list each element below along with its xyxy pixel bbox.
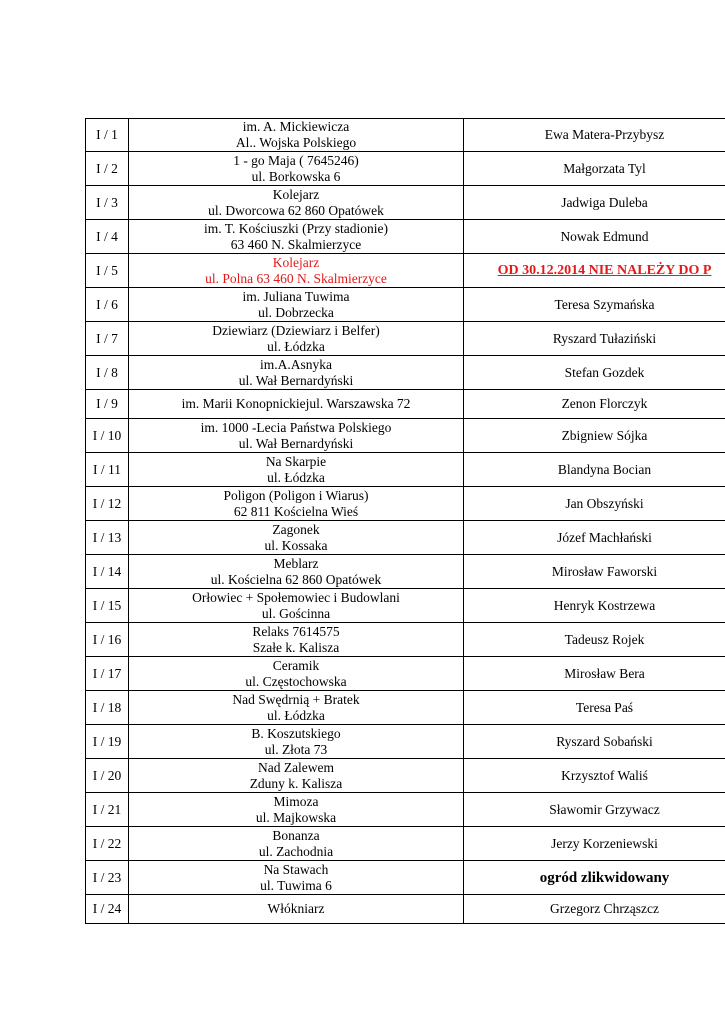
row-number: I / 5 [86,254,129,288]
row-number: I / 11 [86,453,129,487]
status-notice: OD 30.12.2014 NIE NALEŻY DO P [497,263,712,278]
garden-name-address [129,390,464,419]
row-number: I / 24 [86,895,129,924]
garden-name-address [129,521,464,555]
table-row [86,453,725,487]
garden-address: Al.. Wojska Polskiego [235,135,357,150]
garden-address: ul. Kościelna 62 860 Opatówek [210,571,382,587]
garden-address: ul. Polna 63 460 N. Skalmierzyce [205,270,387,286]
manager-name: Stefan Gozdek [464,356,725,390]
garden-address: ul. Borkowska 6 [251,168,341,184]
manager-name: Mirosław Bera [464,657,725,691]
garden-address: ul. Łódzka [267,707,325,723]
garden-name: Na Stawach [263,861,329,877]
table-row [86,623,725,657]
table-row [86,288,725,322]
manager-name: Mirosław Faworski [464,555,725,589]
table-row [86,119,725,152]
manager-name: Ryszard Sobański [464,725,725,759]
row-number: I / 17 [86,657,129,691]
garden-name-address [129,487,464,521]
garden-address: ul. Tuwima 6 [260,877,332,893]
table-row [86,220,725,254]
garden-name: Dziewiarz (Dziewiarz i Belfer) [212,322,380,338]
garden-name-address [129,623,464,657]
garden-name-address [129,152,464,186]
garden-name: Meblarz [273,555,319,571]
table-row [86,657,725,691]
garden-name-address [129,589,464,623]
garden-address: ul. Dobrzecka [258,304,334,320]
table-row [86,356,725,390]
table-row [86,725,725,759]
manager-name: Grzegorz Chrząszcz [464,895,725,924]
row-number: I / 4 [86,220,129,254]
garden-name: Orłowiec + Społemowiec i Budowlani [192,589,400,605]
table-row [86,861,725,895]
garden-address: ul. Częstochowska [245,673,347,689]
garden-name-address [129,186,464,220]
table-row [86,555,725,589]
table-row [86,521,725,555]
garden-address: Szałe k. Kalisza [252,639,340,655]
manager-name: Jerzy Korzeniewski [464,827,725,861]
row-number: I / 23 [86,861,129,895]
garden-name: im. T. Kościuszki (Przy stadionie) [204,220,388,236]
table-row [86,419,725,453]
garden-name-address [129,827,464,861]
allotment-gardens-table [85,118,725,924]
garden-name-address [129,725,464,759]
garden-name-address [129,861,464,895]
garden-name: Włókniarz [267,901,325,916]
garden-name: Kolejarz [272,186,320,202]
row-number: I / 12 [86,487,129,521]
manager-name: Teresa Paś [464,691,725,725]
table-row [86,759,725,793]
garden-name-address [129,895,464,924]
garden-address: 62 811 Kościelna Wieś [233,503,359,519]
manager-name: Blandyna Bocian [464,453,725,487]
manager-name: Krzysztof Waliś [464,759,725,793]
garden-name: im. Juliana Tuwima [242,288,350,304]
garden-name: im. A. Mickiewicza [242,119,350,134]
garden-name-address [129,555,464,589]
garden-name-address [129,288,464,322]
manager-name: Henryk Kostrzewa [464,589,725,623]
garden-name: Na Skarpie [265,453,327,469]
garden-name: im. Marii Konopnickiejul. Warszawska 72 [181,396,411,411]
row-number: I / 2 [86,152,129,186]
garden-name: Poligon (Poligon i Wiarus) [223,487,369,503]
table-row [86,487,725,521]
garden-name: 1 - go Maja ( 7645246) [233,152,359,168]
row-number: I / 19 [86,725,129,759]
garden-address: ul. Kossaka [264,537,328,553]
manager-name: Teresa Szymańska [464,288,725,322]
garden-name-address [129,759,464,793]
manager-name: Zbigniew Sójka [464,419,725,453]
garden-status: ogród zlikwidowany [464,861,725,895]
row-number: I / 15 [86,589,129,623]
row-number: I / 20 [86,759,129,793]
table-row [86,793,725,827]
manager-name: Ewa Matera-Przybysz [464,119,725,152]
manager-name: Zenon Florczyk [464,390,725,419]
garden-name-address [129,657,464,691]
row-number: I / 13 [86,521,129,555]
garden-name-address [129,793,464,827]
garden-name-address [129,453,464,487]
manager-name: Jadwiga Duleba [464,186,725,220]
garden-address: ul. Łódzka [267,469,325,485]
garden-address: ul. Dworcowa 62 860 Opatówek [208,202,384,218]
table-row [86,589,725,623]
garden-address: ul. Zachodnia [258,843,334,859]
manager-name: Małgorzata Tyl [464,152,725,186]
garden-name-address [129,119,464,152]
garden-name-address [129,691,464,725]
table-row [86,691,725,725]
garden-name-address [129,419,464,453]
garden-name: Relaks 7614575 [252,623,340,639]
garden-name: Nad Swędrnią + Bratek [232,691,360,707]
table-row [86,827,725,861]
row-number: I / 14 [86,555,129,589]
garden-address: ul. Złota 73 [264,741,328,757]
status-notice-cell [464,254,725,288]
garden-address: ul. Łódzka [267,338,325,354]
garden-name: Kolejarz [272,254,320,270]
table-row [86,186,725,220]
table-row-highlighted [86,254,725,288]
garden-name: Zagonek [272,521,320,537]
garden-name: B. Koszutskiego [251,725,341,741]
garden-name: im.A.Asnyka [260,356,332,372]
manager-name: Nowak Edmund [464,220,725,254]
manager-name: Ryszard Tułaziński [464,322,725,356]
garden-name: im. 1000 -Lecia Państwa Polskiego [200,419,392,435]
row-number: I / 21 [86,793,129,827]
garden-address: ul. Wał Bernardyński [238,372,354,388]
row-number: I / 9 [86,390,129,419]
garden-name-address [129,322,464,356]
manager-name: Józef Machłański [464,521,725,555]
garden-name-address [129,356,464,390]
table-row [86,322,725,356]
garden-address: ul. Wał Bernardyński [238,435,354,451]
garden-name: Nad Zalewem [257,759,335,775]
manager-name: Tadeusz Rojek [464,623,725,657]
garden-address: ul. Gościnna [261,605,331,621]
manager-name: Jan Obszyński [464,487,725,521]
garden-name: Bonanza [272,827,320,843]
row-number: I / 22 [86,827,129,861]
row-number: I / 3 [86,186,129,220]
garden-address: ul. Majkowska [255,809,337,825]
row-number: I / 7 [86,322,129,356]
garden-name-address [129,254,464,288]
row-number: I / 1 [86,119,129,152]
garden-address: Zduny k. Kalisza [249,775,343,791]
garden-name-address [129,220,464,254]
garden-name: Mimoza [273,793,319,809]
row-number: I / 6 [86,288,129,322]
row-number: I / 8 [86,356,129,390]
row-number: I / 18 [86,691,129,725]
garden-name: Ceramik [272,657,320,673]
table-row [86,895,725,924]
row-number: I / 10 [86,419,129,453]
table-row [86,152,725,186]
row-number: I / 16 [86,623,129,657]
table-row [86,390,725,419]
manager-name: Sławomir Grzywacz [464,793,725,827]
garden-address: 63 460 N. Skalmierzyce [230,236,362,252]
